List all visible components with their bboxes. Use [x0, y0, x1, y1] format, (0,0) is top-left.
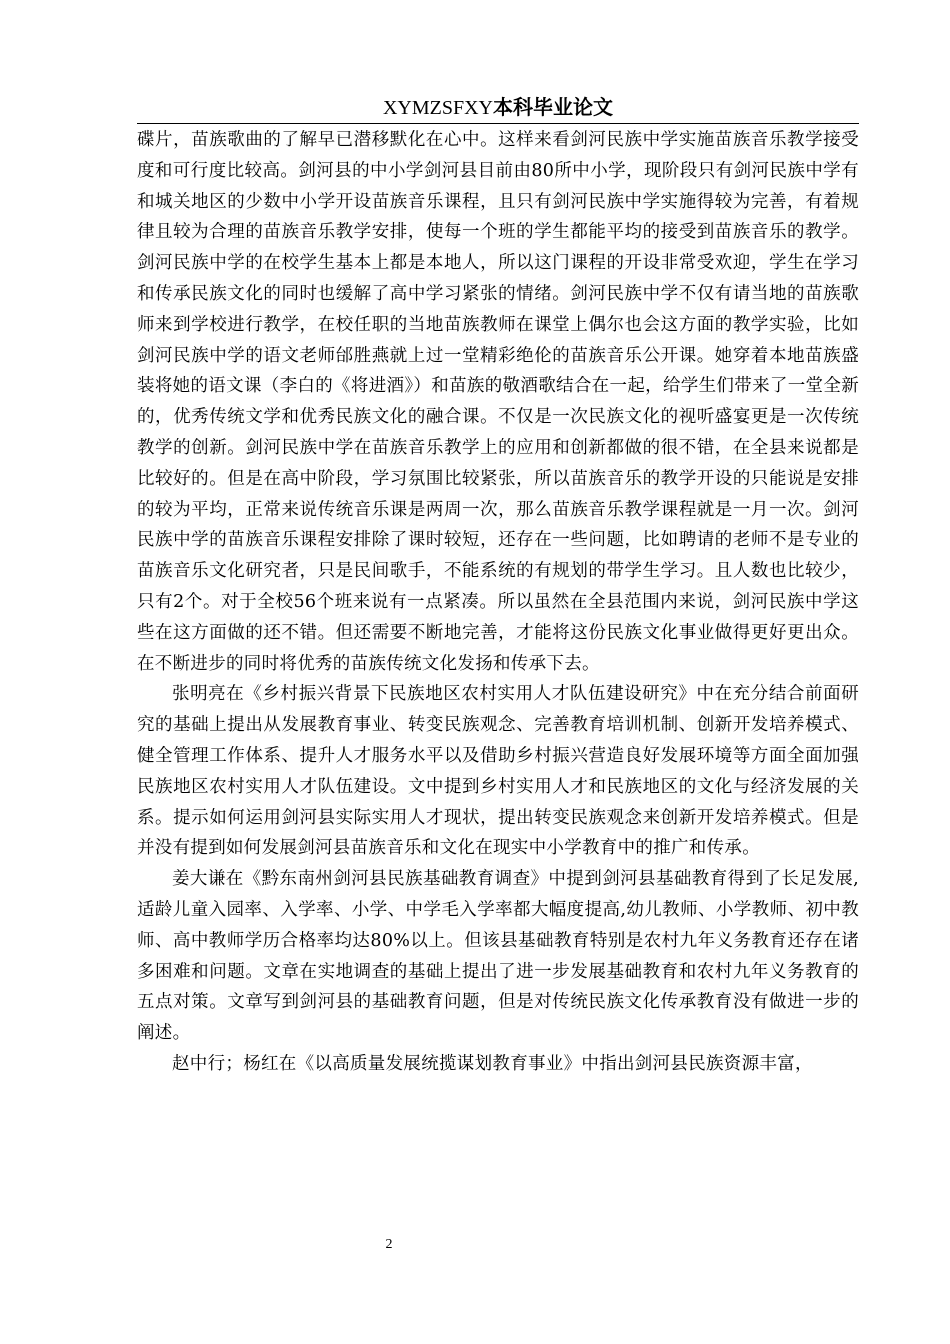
paragraph-3: 姜大谦在《黔东南州剑河县民族基础教育调查》中提到剑河县基础教育得到了长足发展,适龄儿童入园率、入学率、小学、中学毛入学率都大幅度提高,幼儿教师、小学教师、初中教师、高中教师学历合格率均达80%以上。但该县基础教育特别是农村九年义务教育还存在诸多困难和问题。文章在实地调查的基础上提出了进一步发展基础教育和农村九年义务教育的五点对策。文章写到剑河县的基础教育问题，但是对传统民族文化传承教育没有做进一步的阐述。	[137, 869, 859, 1044]
body-text	[137, 125, 859, 1080]
header-code: XYMZSFXY	[382, 97, 494, 119]
paragraph-2: 张明亮在《乡村振兴背景下民族地区农村实用人才队伍建设研究》中在充分结合前面研究的基础上提出从发展教育事业、转变民族观念、完善教育培训机制、创新开发培养模式、健全管理工作体系、提升人才服务水平以及借助乡村振兴营造良好发展环境等方面全面加强民族地区农村实用人才队伍建设。文中提到乡村实用人才和民族地区的文化与经济发展的关系。提示如何运用剑河县实际实用人才现状，提出转变民族观念来创新开发培养模式。但是并没有提到如何发展剑河县苗族音乐和文化在现实中小学教育中的推广和传承。	[137, 684, 859, 859]
paragraph-1: 碟片，苗族歌曲的了解早已潜移默化在心中。这样来看剑河民族中学实施苗族音乐教学接受度和可行度比较高。剑河县的中小学剑河县目前由80所中小学，现阶段只有剑河民族中学有和城关地区的少数中小学开设苗族音乐课程，且只有剑河民族中学实施得较为完善，有着规律且较为合理的苗族音乐教学安排，使每一个班的学生都能平均的接受到苗族音乐的教学。剑河民族中学的在校学生基本上都是本地人，所以这门课程的开设非常受欢迎，学生在学习和传承民族文化的同时也缓解了高中学习紧张的情绪。剑河民族中学不仅有请当地的苗族歌师来到学校进行教学，在校任职的当地苗族教师在课堂上偶尔也会这方面的教学实验，比如剑河民族中学的语文老师邰胜燕就上过一堂精彩绝伦的苗族音乐公开课。她穿着本地苗族盛装将她的语文课（李白的《将进酒》）和苗族的敬酒歌结合在一起，给学生们带来了一堂全新的，优秀传统文学和优秀民族文化的融合课。不仅是一次民族文化的视听盛宴更是一次传统教学的创新。剑河民族中学在苗族音乐教学上的应用和创新都做的很不错，在全县来说都是比较好的。但是在高中阶段，学习氛围比较紧张，所以苗族音乐的教学开设的只能说是安排的较为平均，正常来说传统音乐课是两周一次，那么苗族音乐教学课程就是一月一次。剑河民族中学的苗族音乐课程安排除了课时较短，还存在一些问题，比如聘请的老师不是专业的苗族音乐文化研究者，只是民间歌手，不能系统的有规划的带学生学习。且人数也比较少，只有2个。对于全校56个班来说有一点紧凑。所以虽然在全县范围内来说，剑河民族中学这些在这方面做的还不错。但还需要不断地完善，才能将这份民族文化事业做得更好更出众。在不断进步的同时将优秀的苗族传统文化发扬和传承下去。	[137, 130, 859, 674]
page-number: 2	[385, 1237, 393, 1252]
header-title: 本科毕业论文	[493, 95, 614, 119]
paragraph-4: 赵中行；杨红在《以高质量发展统揽谋划教育事业》中指出剑河县民族资源丰富，	[172, 1053, 813, 1074]
page-header	[137, 93, 859, 121]
header-rule	[137, 123, 859, 124]
